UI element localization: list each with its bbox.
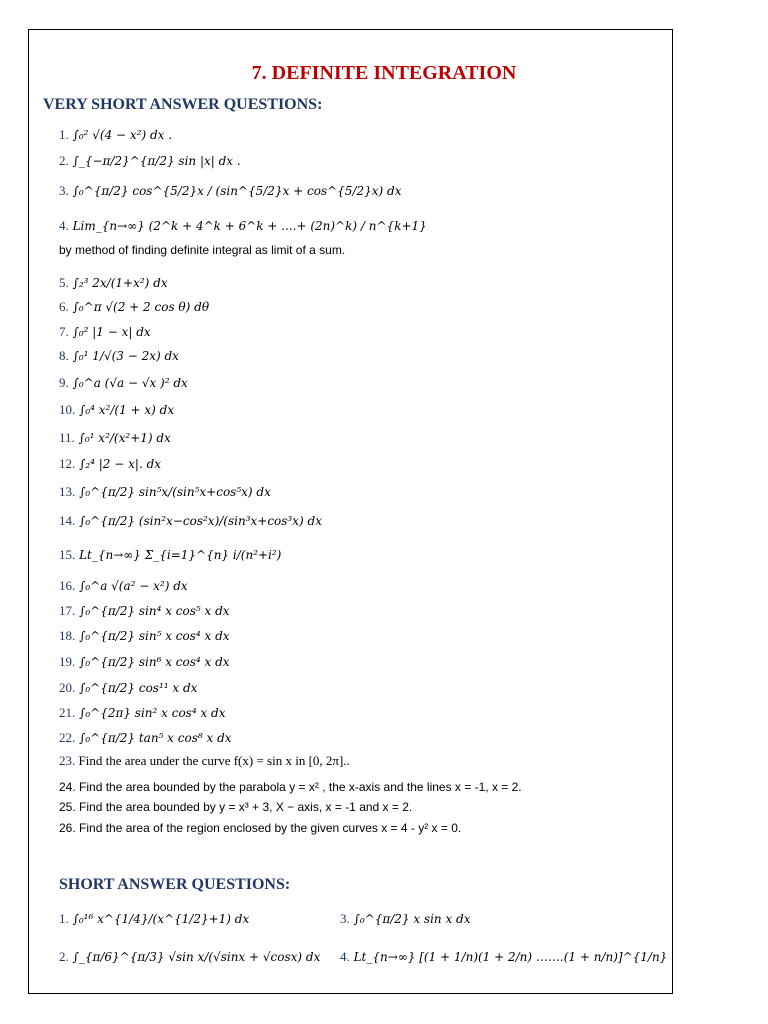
- question-7: 7. ∫₀² |1 − x| dx: [59, 324, 151, 339]
- question-8: 8. ∫₀¹ 1/√(3 − 2x) dx: [59, 348, 179, 363]
- question-18: 18. ∫₀^{π/2} sin⁵ x cos⁴ x dx: [59, 628, 230, 643]
- short-question-2: 2. ∫_{π/6}^{π/3} √sin x/(√sinx + √cosx) dx: [59, 949, 321, 964]
- short-question-4: 4. Lt_{n→∞} [(1 + 1/n)(1 + 2/n) …….(1 + n/n)]^{1/n}: [340, 949, 668, 964]
- question-22: 22. ∫₀^{π/2} tan⁵ x cos⁸ x dx: [59, 730, 232, 745]
- question-2: 2. ∫_{−π/2}^{π/2} sin |x| dx .: [59, 153, 241, 168]
- short-question-1: 1. ∫₀¹⁶ x^{1/4}/(x^{1/2}+1) dx: [59, 911, 250, 926]
- question-25: 25. Find the area bounded by y = x³ + 3, X − axis, x = -1 and x = 2.: [59, 800, 413, 814]
- question-20: 20. ∫₀^{π/2} cos¹¹ x dx: [59, 680, 198, 695]
- question-4: 4. Lim_{n→∞} (2^k + 4^k + 6^k + ....+ (2n)^k) / n^{k+1}: [59, 218, 427, 233]
- question-9: 9. ∫₀^a (√a − √x )² dx: [59, 375, 188, 390]
- question-15: 15. Lt_{n→∞} Σ_{i=1}^{n} i/(n²+i²): [59, 547, 282, 562]
- page-border: [28, 29, 673, 994]
- question-17: 17. ∫₀^{π/2} sin⁴ x cos⁵ x dx: [59, 603, 230, 618]
- question-16: 16. ∫₀^a √(a² − x²) dx: [59, 578, 188, 593]
- section-heading-very-short: VERY SHORT ANSWER QUESTIONS:: [43, 96, 323, 113]
- question-3: 3. ∫₀^{π/2} cos^{5/2}x / (sin^{5/2}x + cos^{5/2}x) dx: [59, 183, 402, 198]
- question-4-note: by method of finding definite integral as limit of a sum.: [59, 243, 346, 257]
- question-5: 5. ∫₂³ 2x/(1+x²) dx: [59, 275, 168, 290]
- question-23: 23. Find the area under the curve f(x) = sin x in [0, 2π]..: [59, 753, 350, 768]
- question-1: 1. ∫₀² √(4 − x²) dx .: [59, 127, 173, 142]
- short-question-3: 3. ∫₀^{π/2} x sin x dx: [340, 911, 471, 926]
- question-10: 10. ∫₀⁴ x²/(1 + x) dx: [59, 402, 175, 417]
- question-21: 21. ∫₀^{2π} sin² x cos⁴ x dx: [59, 705, 226, 720]
- question-24: 24. Find the area bounded by the parabola y = x² , the x-axis and the lines x = -1, x = 2.: [59, 780, 522, 794]
- question-14: 14. ∫₀^{π/2} (sin²x−cos²x)/(sin³x+cos³x) dx: [59, 513, 322, 528]
- question-26: 26. Find the area of the region enclosed by the given curves x = 4 - y² x = 0.: [59, 821, 462, 835]
- page-title: 7. DEFINITE INTEGRATION: [251, 62, 517, 84]
- question-12: 12. ∫₂⁴ |2 − x|. dx: [59, 456, 162, 471]
- question-11: 11. ∫₀¹ x²/(x²+1) dx: [59, 430, 171, 445]
- question-19: 19. ∫₀^{π/2} sin⁶ x cos⁴ x dx: [59, 654, 230, 669]
- question-13: 13. ∫₀^{π/2} sin⁵x/(sin⁵x+cos⁵x) dx: [59, 484, 271, 499]
- section-heading-short: SHORT ANSWER QUESTIONS:: [59, 876, 291, 893]
- question-6: 6. ∫₀^π √(2 + 2 cos θ) dθ: [59, 299, 210, 314]
